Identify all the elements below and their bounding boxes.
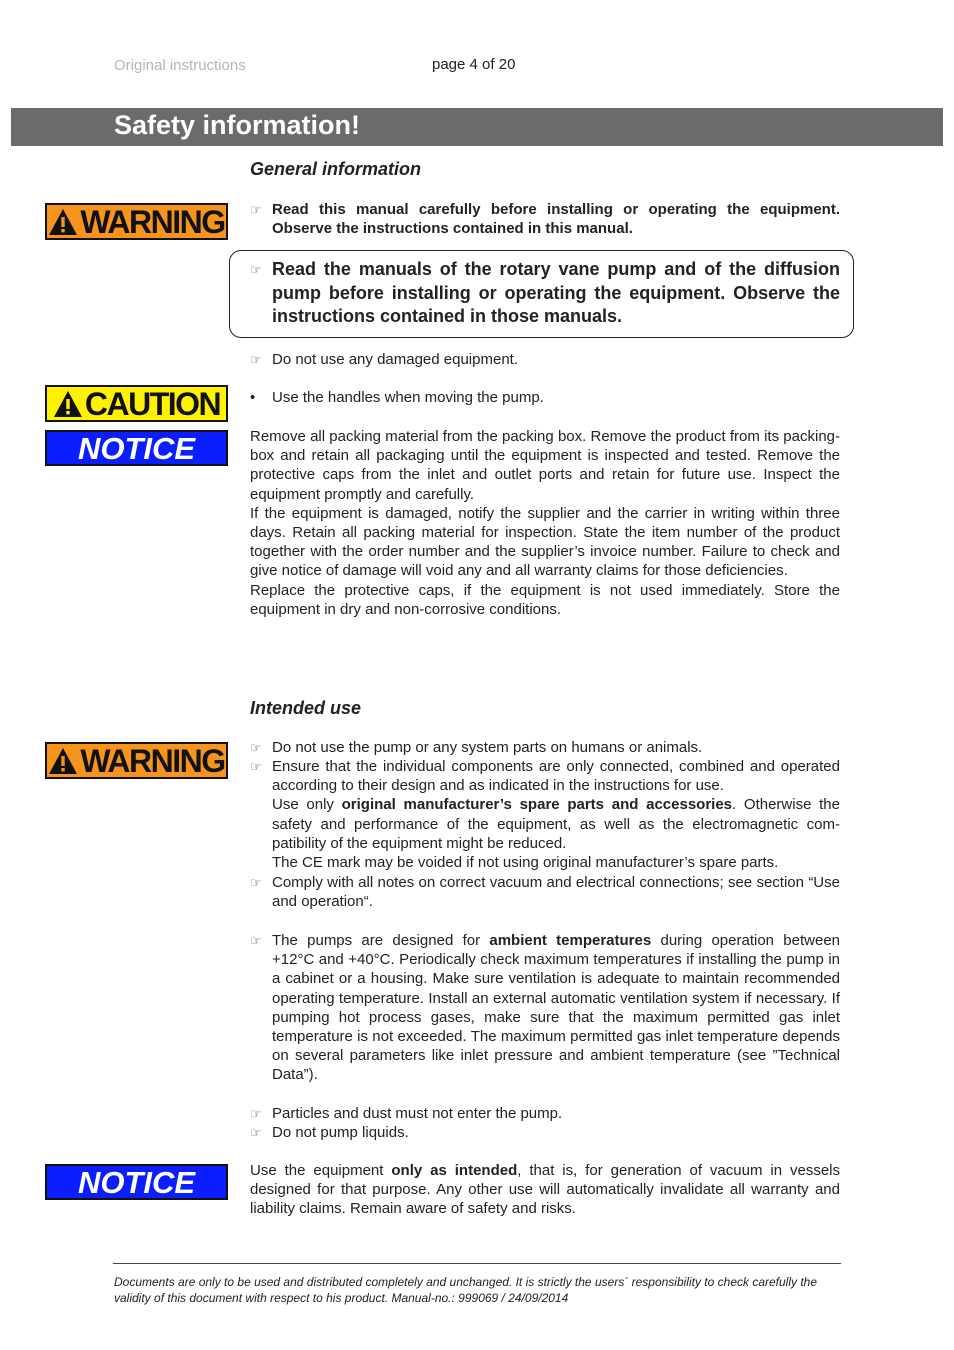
connections-instruction: Comply with all notes on correct vacuum and electrical connections; see section “Use and operation“. xyxy=(272,874,840,911)
notice-sign-label: NOTICE xyxy=(77,1164,196,1200)
no-liquids-instruction: Do not pump liquids. xyxy=(272,1124,409,1141)
pointing-hand-icon: ☞ xyxy=(250,352,262,367)
warning-sign xyxy=(45,742,228,779)
pointing-hand-icon: ☞ xyxy=(250,759,262,774)
no-humans-instruction: Do not use the pump or any system parts on humans or animals. xyxy=(272,739,703,756)
unpacking-notice-text xyxy=(250,427,840,619)
warning-sign xyxy=(45,203,228,240)
pointing-hand-icon: ☞ xyxy=(250,262,262,277)
read-manual-instruction: Read this manual carefully before installing or operating the equipment. Observe the instructions contained in this manual. xyxy=(272,201,840,238)
pointing-hand-icon: ☞ xyxy=(250,202,262,217)
pointing-hand-icon: ☞ xyxy=(250,740,262,755)
general-information-heading: General information xyxy=(250,159,422,179)
handles-instruction: Use the handles when moving the pump. xyxy=(272,389,544,406)
spare-parts-bold: original manufacturer’s spare parts and accessories xyxy=(341,796,733,814)
page-title: Safety information! xyxy=(114,110,361,140)
title-bar xyxy=(11,108,943,146)
damaged-equipment-instruction: Do not use any damaged equipment. xyxy=(272,351,518,368)
warning-sign-label: WARNING xyxy=(80,742,225,779)
notice-sign xyxy=(45,1164,228,1200)
read-pump-manuals-instruction: Read the manuals of the rotary vane pump and of the diffusion pump before installing or operating the equipment. Observe the instructions contained in those manuals. xyxy=(272,259,840,326)
spare-parts-pre: Use only xyxy=(272,796,342,814)
ambient-post: during operation between +12°C and +40°C. Periodically check maximum temperatures if installing the pump in a cabinet or a housing. Make sure ventilation is adequate to maintain recommended operating temperature. Install an external automatic ventilation system if necessary. If pumping hot process gases, make sure that the maximum permitted gas inlet temperature is not exceeded. The maximum permitted gas inlet temperature depends on several parameters like inlet pressure and ambient temperature (see ”Technical Data”). xyxy=(272,932,841,1084)
footer-disclaimer: Documents are only to be used and distributed completely and unchanged. It is strictly the users´ responsibility to check carefully the validity of this document with respect to his product. Manual-no.: 999069 / 24/09/2014 xyxy=(114,1275,818,1305)
components-instruction xyxy=(272,757,840,872)
intended-use-notice-text xyxy=(250,1161,840,1219)
intended-notice-bold: only as intended xyxy=(391,1162,518,1179)
warning-triangle-icon xyxy=(48,207,78,237)
caution-triangle-icon xyxy=(53,389,83,419)
ambient-bold: ambient temperatures xyxy=(489,932,652,949)
footer-divider xyxy=(113,1263,841,1264)
damage-report-paragraph: If the equipment is damaged, notify the supplier and the carrier in writing within three days. Retain all packing material for inspection. State the item number of the product together with the order number and the supplier’s invoice number. Failure to check and give notice of damage will void any and all warranty claims for those deficiencies. xyxy=(250,504,840,580)
pointing-hand-icon: ☞ xyxy=(250,875,262,890)
intended-use-heading: Intended use xyxy=(250,698,362,718)
caution-sign xyxy=(45,385,228,422)
spare-parts-post: . Otherwise the safety and performance of the equipment, as well as the electromagnetic compatibility of the equipment might be reduced. xyxy=(272,796,840,852)
header-doc-type: Original instructions xyxy=(114,57,246,74)
pointing-hand-icon: ☞ xyxy=(250,933,262,948)
warning-sign-label: WARNING xyxy=(80,203,225,240)
pointing-hand-icon: ☞ xyxy=(250,1125,262,1140)
ambient-pre: The pumps are designed for xyxy=(272,932,490,949)
intended-notice-pre: Use the equipment xyxy=(250,1162,392,1179)
notice-sign xyxy=(45,430,228,466)
unpacking-paragraph: Remove all packing material from the packing box. Remove the product from its packing-box and retain all packaging until the equipment is inspected and tested. Remove the protective caps from the inlet and outlet ports and retain for future use. Inspect the equipment promptly and carefully. xyxy=(250,428,840,503)
components-text: Ensure that the individual components are only connected, combined and operated according to their design and as indicated in the instructions for use. xyxy=(272,758,840,795)
notice-sign-label: NOTICE xyxy=(77,430,196,466)
caution-sign-label: CAUTION xyxy=(84,385,221,422)
intended-notice-post: , that is, for generation of vacuum in vessels designed for that purpose. Any other use will automatically invalidate all warranty and liability claims. Remain aware of safety and risks. xyxy=(250,1162,841,1218)
spare-parts-text xyxy=(272,795,840,853)
ambient-temperature-instruction xyxy=(272,931,840,1085)
page-number: page 4 of 20 xyxy=(432,56,516,73)
particles-instruction: Particles and dust must not enter the pump. xyxy=(272,1105,563,1122)
ce-mark-text: The CE mark may be voided if not using original manufacturer’s spare parts. xyxy=(272,854,779,872)
pointing-hand-icon: ☞ xyxy=(250,1106,262,1121)
bullet-dot: • xyxy=(250,389,256,406)
warning-triangle-icon xyxy=(48,746,78,776)
storage-paragraph: Replace the protective caps, if the equipment is not used immediately. Store the equipment in dry and non-corrosive conditions. xyxy=(250,581,840,618)
